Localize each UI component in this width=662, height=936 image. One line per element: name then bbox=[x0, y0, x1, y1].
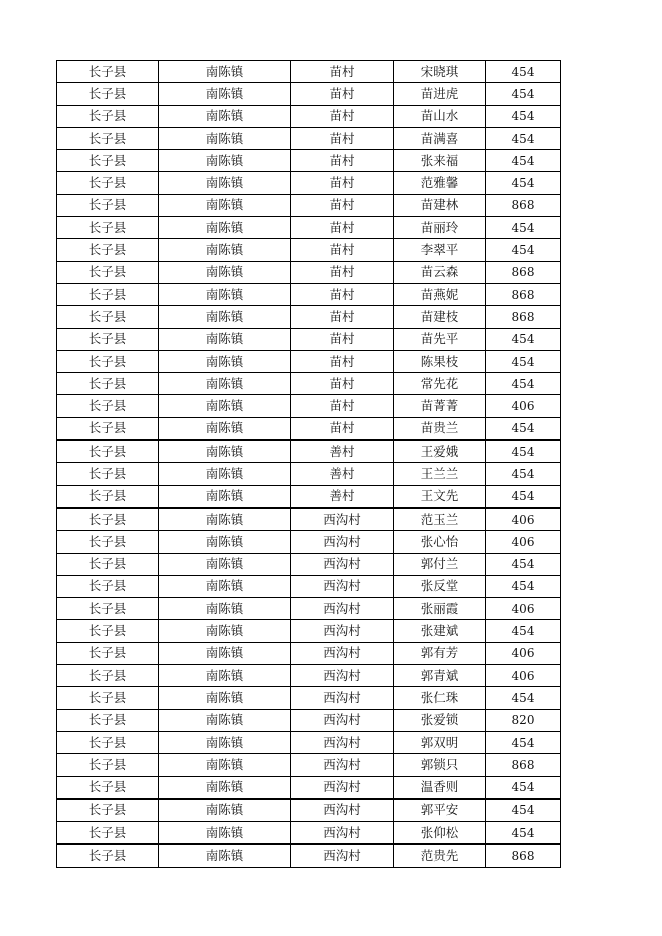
name-cell: 王兰兰 bbox=[394, 463, 486, 485]
table-row bbox=[57, 61, 561, 83]
town-cell: 南陈镇 bbox=[159, 350, 291, 372]
town-cell: 南陈镇 bbox=[159, 373, 291, 395]
amount-cell: 454 bbox=[486, 239, 561, 261]
village-cell: 西沟村 bbox=[291, 776, 394, 799]
amount-cell: 454 bbox=[486, 731, 561, 753]
county-cell: 长子县 bbox=[57, 531, 159, 553]
table-row bbox=[57, 799, 561, 822]
amount-cell: 454 bbox=[486, 350, 561, 372]
table-row bbox=[57, 731, 561, 753]
table-row bbox=[57, 239, 561, 261]
name-cell: 苗山水 bbox=[394, 105, 486, 127]
table-body bbox=[57, 61, 561, 868]
town-cell: 南陈镇 bbox=[159, 283, 291, 305]
village-cell: 西沟村 bbox=[291, 575, 394, 597]
town-cell: 南陈镇 bbox=[159, 687, 291, 709]
name-cell: 郭有芳 bbox=[394, 642, 486, 664]
amount-cell: 454 bbox=[486, 217, 561, 239]
name-cell: 苗先平 bbox=[394, 328, 486, 350]
table-row bbox=[57, 754, 561, 776]
village-cell: 西沟村 bbox=[291, 709, 394, 731]
name-cell: 范贵先 bbox=[394, 844, 486, 867]
town-cell: 南陈镇 bbox=[159, 531, 291, 553]
town-cell: 南陈镇 bbox=[159, 440, 291, 463]
village-cell: 西沟村 bbox=[291, 665, 394, 687]
table-row bbox=[57, 463, 561, 485]
name-cell: 郭付兰 bbox=[394, 553, 486, 575]
amount-cell: 454 bbox=[486, 553, 561, 575]
town-cell: 南陈镇 bbox=[159, 172, 291, 194]
county-cell: 长子县 bbox=[57, 83, 159, 105]
county-cell: 长子县 bbox=[57, 598, 159, 620]
county-cell: 长子县 bbox=[57, 417, 159, 440]
town-cell: 南陈镇 bbox=[159, 508, 291, 531]
name-cell: 苗菁菁 bbox=[394, 395, 486, 417]
village-cell: 西沟村 bbox=[291, 799, 394, 822]
table-row bbox=[57, 485, 561, 508]
town-cell: 南陈镇 bbox=[159, 261, 291, 283]
county-cell: 长子县 bbox=[57, 709, 159, 731]
town-cell: 南陈镇 bbox=[159, 150, 291, 172]
table-row bbox=[57, 709, 561, 731]
name-cell: 苗建林 bbox=[394, 194, 486, 216]
county-cell: 长子县 bbox=[57, 575, 159, 597]
table-row bbox=[57, 620, 561, 642]
village-cell: 苗村 bbox=[291, 283, 394, 305]
county-cell: 长子县 bbox=[57, 485, 159, 508]
amount-cell: 454 bbox=[486, 417, 561, 440]
county-cell: 长子县 bbox=[57, 687, 159, 709]
amount-cell: 868 bbox=[486, 194, 561, 216]
amount-cell: 454 bbox=[486, 822, 561, 845]
name-cell: 范雅馨 bbox=[394, 172, 486, 194]
village-cell: 西沟村 bbox=[291, 508, 394, 531]
town-cell: 南陈镇 bbox=[159, 553, 291, 575]
village-cell: 苗村 bbox=[291, 150, 394, 172]
village-cell: 西沟村 bbox=[291, 754, 394, 776]
county-cell: 长子县 bbox=[57, 217, 159, 239]
town-cell: 南陈镇 bbox=[159, 306, 291, 328]
village-cell: 苗村 bbox=[291, 306, 394, 328]
town-cell: 南陈镇 bbox=[159, 127, 291, 149]
village-cell: 西沟村 bbox=[291, 731, 394, 753]
amount-cell: 454 bbox=[486, 687, 561, 709]
county-cell: 长子县 bbox=[57, 799, 159, 822]
data-table bbox=[56, 60, 561, 868]
amount-cell: 454 bbox=[486, 127, 561, 149]
town-cell: 南陈镇 bbox=[159, 217, 291, 239]
town-cell: 南陈镇 bbox=[159, 598, 291, 620]
village-cell: 苗村 bbox=[291, 217, 394, 239]
town-cell: 南陈镇 bbox=[159, 328, 291, 350]
village-cell: 西沟村 bbox=[291, 642, 394, 664]
table-row bbox=[57, 127, 561, 149]
county-cell: 长子县 bbox=[57, 844, 159, 867]
village-cell: 苗村 bbox=[291, 328, 394, 350]
table-row bbox=[57, 217, 561, 239]
village-cell: 西沟村 bbox=[291, 531, 394, 553]
county-cell: 长子县 bbox=[57, 463, 159, 485]
amount-cell: 406 bbox=[486, 665, 561, 687]
table-row bbox=[57, 417, 561, 440]
county-cell: 长子县 bbox=[57, 306, 159, 328]
table-row bbox=[57, 575, 561, 597]
table-row bbox=[57, 328, 561, 350]
table-row bbox=[57, 105, 561, 127]
amount-cell: 868 bbox=[486, 306, 561, 328]
town-cell: 南陈镇 bbox=[159, 485, 291, 508]
name-cell: 王爱娥 bbox=[394, 440, 486, 463]
town-cell: 南陈镇 bbox=[159, 105, 291, 127]
village-cell: 西沟村 bbox=[291, 598, 394, 620]
town-cell: 南陈镇 bbox=[159, 731, 291, 753]
village-cell: 苗村 bbox=[291, 395, 394, 417]
name-cell: 李翠平 bbox=[394, 239, 486, 261]
table-row bbox=[57, 283, 561, 305]
town-cell: 南陈镇 bbox=[159, 61, 291, 83]
village-cell: 西沟村 bbox=[291, 822, 394, 845]
name-cell: 苗贵兰 bbox=[394, 417, 486, 440]
table-row bbox=[57, 822, 561, 845]
table-row bbox=[57, 687, 561, 709]
county-cell: 长子县 bbox=[57, 61, 159, 83]
village-cell: 善村 bbox=[291, 440, 394, 463]
amount-cell: 454 bbox=[486, 61, 561, 83]
town-cell: 南陈镇 bbox=[159, 776, 291, 799]
county-cell: 长子县 bbox=[57, 731, 159, 753]
name-cell: 张仁珠 bbox=[394, 687, 486, 709]
town-cell: 南陈镇 bbox=[159, 395, 291, 417]
county-cell: 长子县 bbox=[57, 350, 159, 372]
town-cell: 南陈镇 bbox=[159, 822, 291, 845]
village-cell: 苗村 bbox=[291, 83, 394, 105]
county-cell: 长子县 bbox=[57, 440, 159, 463]
name-cell: 郭平安 bbox=[394, 799, 486, 822]
amount-cell: 454 bbox=[486, 575, 561, 597]
table-row bbox=[57, 642, 561, 664]
table-row bbox=[57, 665, 561, 687]
town-cell: 南陈镇 bbox=[159, 194, 291, 216]
village-cell: 苗村 bbox=[291, 105, 394, 127]
table-row bbox=[57, 261, 561, 283]
name-cell: 张丽霞 bbox=[394, 598, 486, 620]
town-cell: 南陈镇 bbox=[159, 642, 291, 664]
amount-cell: 454 bbox=[486, 776, 561, 799]
county-cell: 长子县 bbox=[57, 105, 159, 127]
table-row bbox=[57, 83, 561, 105]
village-cell: 苗村 bbox=[291, 172, 394, 194]
village-cell: 苗村 bbox=[291, 239, 394, 261]
table-row bbox=[57, 395, 561, 417]
name-cell: 范玉兰 bbox=[394, 508, 486, 531]
village-cell: 西沟村 bbox=[291, 620, 394, 642]
county-cell: 长子县 bbox=[57, 822, 159, 845]
table-row bbox=[57, 172, 561, 194]
county-cell: 长子县 bbox=[57, 395, 159, 417]
name-cell: 苗进虎 bbox=[394, 83, 486, 105]
town-cell: 南陈镇 bbox=[159, 463, 291, 485]
name-cell: 张建斌 bbox=[394, 620, 486, 642]
table-row bbox=[57, 508, 561, 531]
name-cell: 苗云森 bbox=[394, 261, 486, 283]
amount-cell: 868 bbox=[486, 283, 561, 305]
county-cell: 长子县 bbox=[57, 261, 159, 283]
county-cell: 长子县 bbox=[57, 373, 159, 395]
county-cell: 长子县 bbox=[57, 776, 159, 799]
county-cell: 长子县 bbox=[57, 150, 159, 172]
amount-cell: 868 bbox=[486, 754, 561, 776]
amount-cell: 868 bbox=[486, 261, 561, 283]
name-cell: 宋晓琪 bbox=[394, 61, 486, 83]
table-row bbox=[57, 440, 561, 463]
table-row bbox=[57, 598, 561, 620]
village-cell: 西沟村 bbox=[291, 844, 394, 867]
county-cell: 长子县 bbox=[57, 620, 159, 642]
village-cell: 苗村 bbox=[291, 350, 394, 372]
village-cell: 善村 bbox=[291, 485, 394, 508]
amount-cell: 406 bbox=[486, 598, 561, 620]
name-cell: 苗建枝 bbox=[394, 306, 486, 328]
town-cell: 南陈镇 bbox=[159, 417, 291, 440]
name-cell: 张爱锁 bbox=[394, 709, 486, 731]
village-cell: 苗村 bbox=[291, 373, 394, 395]
name-cell: 王文先 bbox=[394, 485, 486, 508]
county-cell: 长子县 bbox=[57, 754, 159, 776]
amount-cell: 454 bbox=[486, 150, 561, 172]
village-cell: 善村 bbox=[291, 463, 394, 485]
county-cell: 长子县 bbox=[57, 283, 159, 305]
village-cell: 西沟村 bbox=[291, 553, 394, 575]
name-cell: 郭锁只 bbox=[394, 754, 486, 776]
amount-cell: 454 bbox=[486, 83, 561, 105]
table-row bbox=[57, 194, 561, 216]
name-cell: 常先花 bbox=[394, 373, 486, 395]
amount-cell: 454 bbox=[486, 799, 561, 822]
name-cell: 苗满喜 bbox=[394, 127, 486, 149]
county-cell: 长子县 bbox=[57, 508, 159, 531]
name-cell: 郭青斌 bbox=[394, 665, 486, 687]
amount-cell: 454 bbox=[486, 373, 561, 395]
name-cell: 张反堂 bbox=[394, 575, 486, 597]
amount-cell: 454 bbox=[486, 485, 561, 508]
amount-cell: 406 bbox=[486, 531, 561, 553]
town-cell: 南陈镇 bbox=[159, 239, 291, 261]
name-cell: 苗燕妮 bbox=[394, 283, 486, 305]
village-cell: 苗村 bbox=[291, 194, 394, 216]
name-cell: 郭双明 bbox=[394, 731, 486, 753]
name-cell: 温香则 bbox=[394, 776, 486, 799]
name-cell: 苗丽玲 bbox=[394, 217, 486, 239]
village-cell: 苗村 bbox=[291, 417, 394, 440]
town-cell: 南陈镇 bbox=[159, 799, 291, 822]
name-cell: 陈果枝 bbox=[394, 350, 486, 372]
amount-cell: 406 bbox=[486, 642, 561, 664]
table-row bbox=[57, 350, 561, 372]
village-cell: 苗村 bbox=[291, 61, 394, 83]
amount-cell: 406 bbox=[486, 508, 561, 531]
amount-cell: 454 bbox=[486, 620, 561, 642]
amount-cell: 454 bbox=[486, 328, 561, 350]
table-row bbox=[57, 306, 561, 328]
amount-cell: 454 bbox=[486, 105, 561, 127]
village-cell: 苗村 bbox=[291, 261, 394, 283]
amount-cell: 454 bbox=[486, 463, 561, 485]
table-row bbox=[57, 776, 561, 799]
name-cell: 张心怡 bbox=[394, 531, 486, 553]
amount-cell: 454 bbox=[486, 172, 561, 194]
village-cell: 苗村 bbox=[291, 127, 394, 149]
table-row bbox=[57, 373, 561, 395]
amount-cell: 454 bbox=[486, 440, 561, 463]
amount-cell: 868 bbox=[486, 844, 561, 867]
town-cell: 南陈镇 bbox=[159, 709, 291, 731]
name-cell: 张仰松 bbox=[394, 822, 486, 845]
village-cell: 西沟村 bbox=[291, 687, 394, 709]
county-cell: 长子县 bbox=[57, 665, 159, 687]
table-row bbox=[57, 553, 561, 575]
name-cell: 张来福 bbox=[394, 150, 486, 172]
town-cell: 南陈镇 bbox=[159, 575, 291, 597]
county-cell: 长子县 bbox=[57, 172, 159, 194]
county-cell: 长子县 bbox=[57, 328, 159, 350]
county-cell: 长子县 bbox=[57, 553, 159, 575]
county-cell: 长子县 bbox=[57, 194, 159, 216]
county-cell: 长子县 bbox=[57, 239, 159, 261]
amount-cell: 820 bbox=[486, 709, 561, 731]
town-cell: 南陈镇 bbox=[159, 844, 291, 867]
town-cell: 南陈镇 bbox=[159, 665, 291, 687]
town-cell: 南陈镇 bbox=[159, 83, 291, 105]
table-row bbox=[57, 150, 561, 172]
county-cell: 长子县 bbox=[57, 127, 159, 149]
amount-cell: 406 bbox=[486, 395, 561, 417]
table-row bbox=[57, 844, 561, 867]
town-cell: 南陈镇 bbox=[159, 754, 291, 776]
county-cell: 长子县 bbox=[57, 642, 159, 664]
table-row bbox=[57, 531, 561, 553]
town-cell: 南陈镇 bbox=[159, 620, 291, 642]
